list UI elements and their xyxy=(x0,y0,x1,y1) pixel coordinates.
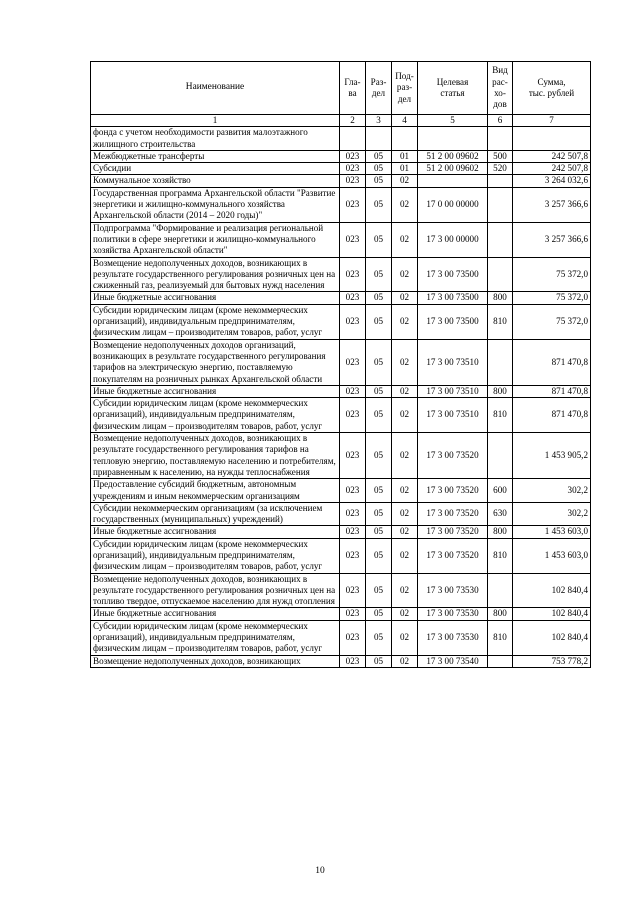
row-podrazdel: 01 xyxy=(392,150,418,162)
row-target: 17 3 00 73520 xyxy=(418,526,488,538)
row-target: 17 3 00 73500 xyxy=(418,292,488,304)
row-name: Субсидии некоммерческим организациям (за исключением государственных (муниципальных) учреждений) xyxy=(91,502,340,526)
row-glava: 023 xyxy=(340,304,366,339)
row-sum: 1 453 603,0 xyxy=(513,526,591,538)
row-vid xyxy=(488,127,513,151)
row-target: 17 0 00 00000 xyxy=(418,187,488,222)
row-podrazdel: 02 xyxy=(392,655,418,667)
row-podrazdel: 02 xyxy=(392,398,418,433)
row-name: Субсидии юридическим лицам (кроме некоммерческих организаций), индивидуальным предпринимателям, физическим лицам – производителям товаров, работ, услуг xyxy=(91,538,340,573)
row-glava: 023 xyxy=(340,655,366,667)
table-row xyxy=(91,187,591,222)
row-target: 51 2 00 09602 xyxy=(418,163,488,175)
table-row xyxy=(91,385,591,397)
row-vid: 800 xyxy=(488,292,513,304)
row-name: Субсидии юридическим лицам (кроме некоммерческих организаций), индивидуальным предпринимателям, физическим лицам – производителям товаров, работ, услуг xyxy=(91,620,340,655)
row-sum xyxy=(513,127,591,151)
row-vid: 600 xyxy=(488,479,513,503)
row-glava: 023 xyxy=(340,398,366,433)
row-sum: 302,2 xyxy=(513,479,591,503)
row-target xyxy=(418,127,488,151)
row-glava: 023 xyxy=(340,292,366,304)
row-razdel: 05 xyxy=(366,163,392,175)
row-podrazdel: 02 xyxy=(392,292,418,304)
row-vid xyxy=(488,187,513,222)
column-number: 1 xyxy=(91,115,340,127)
row-razdel: 05 xyxy=(366,526,392,538)
row-sum: 302,2 xyxy=(513,502,591,526)
row-vid xyxy=(488,655,513,667)
table-row xyxy=(91,222,591,257)
row-glava: 023 xyxy=(340,608,366,620)
row-sum: 871 470,8 xyxy=(513,385,591,397)
row-razdel xyxy=(366,127,392,151)
header-vid: Вид рас- хо- дов xyxy=(488,62,513,115)
column-number: 2 xyxy=(340,115,366,127)
page-number: 10 xyxy=(315,866,325,876)
table-row xyxy=(91,163,591,175)
row-sum: 242 507,8 xyxy=(513,163,591,175)
row-glava xyxy=(340,127,366,151)
table-body xyxy=(91,127,591,668)
row-razdel: 05 xyxy=(366,150,392,162)
row-razdel: 05 xyxy=(366,655,392,667)
row-name: Субсидии юридическим лицам (кроме некоммерческих организаций), индивидуальным предпринимателям, физическим лицам – производителям товаров, работ, услуг xyxy=(91,398,340,433)
row-name: Иные бюджетные ассигнования xyxy=(91,385,340,397)
row-razdel: 05 xyxy=(366,608,392,620)
table-row xyxy=(91,502,591,526)
row-target: 17 3 00 73510 xyxy=(418,339,488,385)
budget-table xyxy=(90,61,591,668)
row-vid xyxy=(488,433,513,479)
row-name: Возмещение недополученных доходов, возникающих xyxy=(91,655,340,667)
row-podrazdel: 02 xyxy=(392,573,418,608)
row-glava: 023 xyxy=(340,150,366,162)
column-number: 7 xyxy=(513,115,591,127)
row-razdel: 05 xyxy=(366,479,392,503)
row-target: 17 3 00 73510 xyxy=(418,385,488,397)
row-sum: 102 840,4 xyxy=(513,573,591,608)
row-target: 17 3 00 73530 xyxy=(418,573,488,608)
row-vid: 810 xyxy=(488,538,513,573)
row-podrazdel: 02 xyxy=(392,479,418,503)
row-vid: 800 xyxy=(488,526,513,538)
row-vid xyxy=(488,222,513,257)
row-razdel: 05 xyxy=(366,573,392,608)
row-name: Подпрограмма "Формирование и реализация региональной политики в сфере энергетики и жилищно-коммунального хозяйства Архангельской области" xyxy=(91,222,340,257)
row-podrazdel: 02 xyxy=(392,385,418,397)
table-row xyxy=(91,257,591,292)
table-row xyxy=(91,339,591,385)
row-target: 17 3 00 73530 xyxy=(418,608,488,620)
row-sum: 1 453 905,2 xyxy=(513,433,591,479)
row-sum: 3 257 366,6 xyxy=(513,222,591,257)
header-razdel: Раз- дел xyxy=(366,62,392,115)
header-name: Наименование xyxy=(91,62,340,115)
row-podrazdel: 02 xyxy=(392,257,418,292)
table-row xyxy=(91,479,591,503)
row-vid: 810 xyxy=(488,398,513,433)
row-vid: 800 xyxy=(488,608,513,620)
row-glava: 023 xyxy=(340,385,366,397)
row-glava: 023 xyxy=(340,187,366,222)
row-glava: 023 xyxy=(340,538,366,573)
row-glava: 023 xyxy=(340,222,366,257)
row-vid xyxy=(488,257,513,292)
row-razdel: 05 xyxy=(366,257,392,292)
header-glava: Гла- ва xyxy=(340,62,366,115)
row-podrazdel: 02 xyxy=(392,526,418,538)
row-name: Возмещение недополученных доходов организаций, возникающих в результате государственного регулирования тарифов на электрическую энергию, поставляемую покупателям на розничных рынках Архангельской области xyxy=(91,339,340,385)
header-podrazdel: Под- раз- дел xyxy=(392,62,418,115)
row-podrazdel xyxy=(392,127,418,151)
row-sum: 3 257 366,6 xyxy=(513,187,591,222)
row-target: 17 3 00 73500 xyxy=(418,257,488,292)
row-podrazdel: 02 xyxy=(392,433,418,479)
row-podrazdel: 02 xyxy=(392,502,418,526)
row-name: Возмещение недополученных доходов, возникающих в результате государственного регулирования тарифов на тепловую энергию, поставляемую населению и потребителям, приравненным к населению, на нужды теплоснабжения xyxy=(91,433,340,479)
row-target xyxy=(418,175,488,187)
row-target: 17 3 00 73520 xyxy=(418,538,488,573)
row-vid: 500 xyxy=(488,150,513,162)
row-target: 17 3 00 73500 xyxy=(418,304,488,339)
row-podrazdel: 02 xyxy=(392,620,418,655)
table-row xyxy=(91,292,591,304)
table-row xyxy=(91,526,591,538)
row-sum: 871 470,8 xyxy=(513,398,591,433)
row-sum: 1 453 603,0 xyxy=(513,538,591,573)
row-target: 51 2 00 09602 xyxy=(418,150,488,162)
row-target: 17 3 00 73520 xyxy=(418,479,488,503)
row-sum: 75 372,0 xyxy=(513,292,591,304)
row-name: Возмещение недополученных доходов, возникающих в результате государственного регулирования розничных цен на сжиженный газ, реализуемый для бытовых нужд населения xyxy=(91,257,340,292)
row-vid: 810 xyxy=(488,620,513,655)
row-glava: 023 xyxy=(340,502,366,526)
row-podrazdel: 02 xyxy=(392,304,418,339)
table-row xyxy=(91,398,591,433)
row-razdel: 05 xyxy=(366,538,392,573)
table-row xyxy=(91,150,591,162)
row-glava: 023 xyxy=(340,339,366,385)
row-name: Иные бюджетные ассигнования xyxy=(91,292,340,304)
table-row xyxy=(91,620,591,655)
row-sum: 102 840,4 xyxy=(513,608,591,620)
row-target: 17 3 00 00000 xyxy=(418,222,488,257)
row-name: Возмещение недополученных доходов, возникающих в результате государственного регулирования розничных цен на топливо твердое, отпускаемое населению для нужд отопления xyxy=(91,573,340,608)
row-name: Иные бюджетные ассигнования xyxy=(91,608,340,620)
table-row xyxy=(91,608,591,620)
row-sum: 242 507,8 xyxy=(513,150,591,162)
column-number: 4 xyxy=(392,115,418,127)
row-name: Коммунальное хозяйство xyxy=(91,175,340,187)
row-razdel: 05 xyxy=(366,433,392,479)
table-row xyxy=(91,573,591,608)
row-glava: 023 xyxy=(340,526,366,538)
table-row xyxy=(91,127,591,151)
row-name: Предоставление субсидий бюджетным, автономным учреждениям и иным некоммерческим организациям xyxy=(91,479,340,503)
row-target: 17 3 00 73540 xyxy=(418,655,488,667)
row-glava: 023 xyxy=(340,163,366,175)
row-vid xyxy=(488,573,513,608)
row-razdel: 05 xyxy=(366,339,392,385)
row-glava: 023 xyxy=(340,257,366,292)
column-number: 3 xyxy=(366,115,392,127)
row-target: 17 3 00 73520 xyxy=(418,433,488,479)
row-podrazdel: 02 xyxy=(392,222,418,257)
row-name: Межбюджетные трансферты xyxy=(91,150,340,162)
row-name: Государственная программа Архангельской области "Развитие энергетики и жилищно-коммунального хозяйства Архангельской области (2014 – 2020 годы)" xyxy=(91,187,340,222)
row-vid: 520 xyxy=(488,163,513,175)
column-number: 5 xyxy=(418,115,488,127)
row-podrazdel: 02 xyxy=(392,187,418,222)
row-sum: 102 840,4 xyxy=(513,620,591,655)
column-number: 6 xyxy=(488,115,513,127)
header-sum: Сумма, тыс. рублей xyxy=(513,62,591,115)
row-target: 17 3 00 73530 xyxy=(418,620,488,655)
row-vid: 630 xyxy=(488,502,513,526)
row-name: Иные бюджетные ассигнования xyxy=(91,526,340,538)
row-name: Субсидии xyxy=(91,163,340,175)
row-sum: 753 778,2 xyxy=(513,655,591,667)
row-glava: 023 xyxy=(340,479,366,503)
header-row xyxy=(91,62,591,115)
table-row xyxy=(91,304,591,339)
row-razdel: 05 xyxy=(366,304,392,339)
row-glava: 023 xyxy=(340,433,366,479)
table-row xyxy=(91,538,591,573)
row-podrazdel: 02 xyxy=(392,175,418,187)
row-name: Субсидии юридическим лицам (кроме некоммерческих организаций), индивидуальным предпринимателям, физическим лицам – производителям товаров, работ, услуг xyxy=(91,304,340,339)
row-podrazdel: 02 xyxy=(392,538,418,573)
header-target: Целевая статья xyxy=(418,62,488,115)
table-row xyxy=(91,433,591,479)
column-number-row xyxy=(91,115,591,127)
row-name: фонда с учетом необходимости развития малоэтажного жилищного строительства xyxy=(91,127,340,151)
row-razdel: 05 xyxy=(366,222,392,257)
row-glava: 023 xyxy=(340,620,366,655)
row-sum: 75 372,0 xyxy=(513,257,591,292)
row-vid xyxy=(488,175,513,187)
row-razdel: 05 xyxy=(366,175,392,187)
row-razdel: 05 xyxy=(366,502,392,526)
row-razdel: 05 xyxy=(366,398,392,433)
row-razdel: 05 xyxy=(366,385,392,397)
row-vid xyxy=(488,339,513,385)
row-sum: 871 470,8 xyxy=(513,339,591,385)
row-razdel: 05 xyxy=(366,187,392,222)
row-sum: 3 264 032,6 xyxy=(513,175,591,187)
table-row xyxy=(91,655,591,667)
row-vid: 800 xyxy=(488,385,513,397)
row-target: 17 3 00 73520 xyxy=(418,502,488,526)
table-row xyxy=(91,175,591,187)
row-sum: 75 372,0 xyxy=(513,304,591,339)
row-glava: 023 xyxy=(340,573,366,608)
row-podrazdel: 02 xyxy=(392,339,418,385)
row-glava: 023 xyxy=(340,175,366,187)
row-podrazdel: 02 xyxy=(392,608,418,620)
row-podrazdel: 01 xyxy=(392,163,418,175)
row-razdel: 05 xyxy=(366,620,392,655)
row-target: 17 3 00 73510 xyxy=(418,398,488,433)
row-vid: 810 xyxy=(488,304,513,339)
row-razdel: 05 xyxy=(366,292,392,304)
